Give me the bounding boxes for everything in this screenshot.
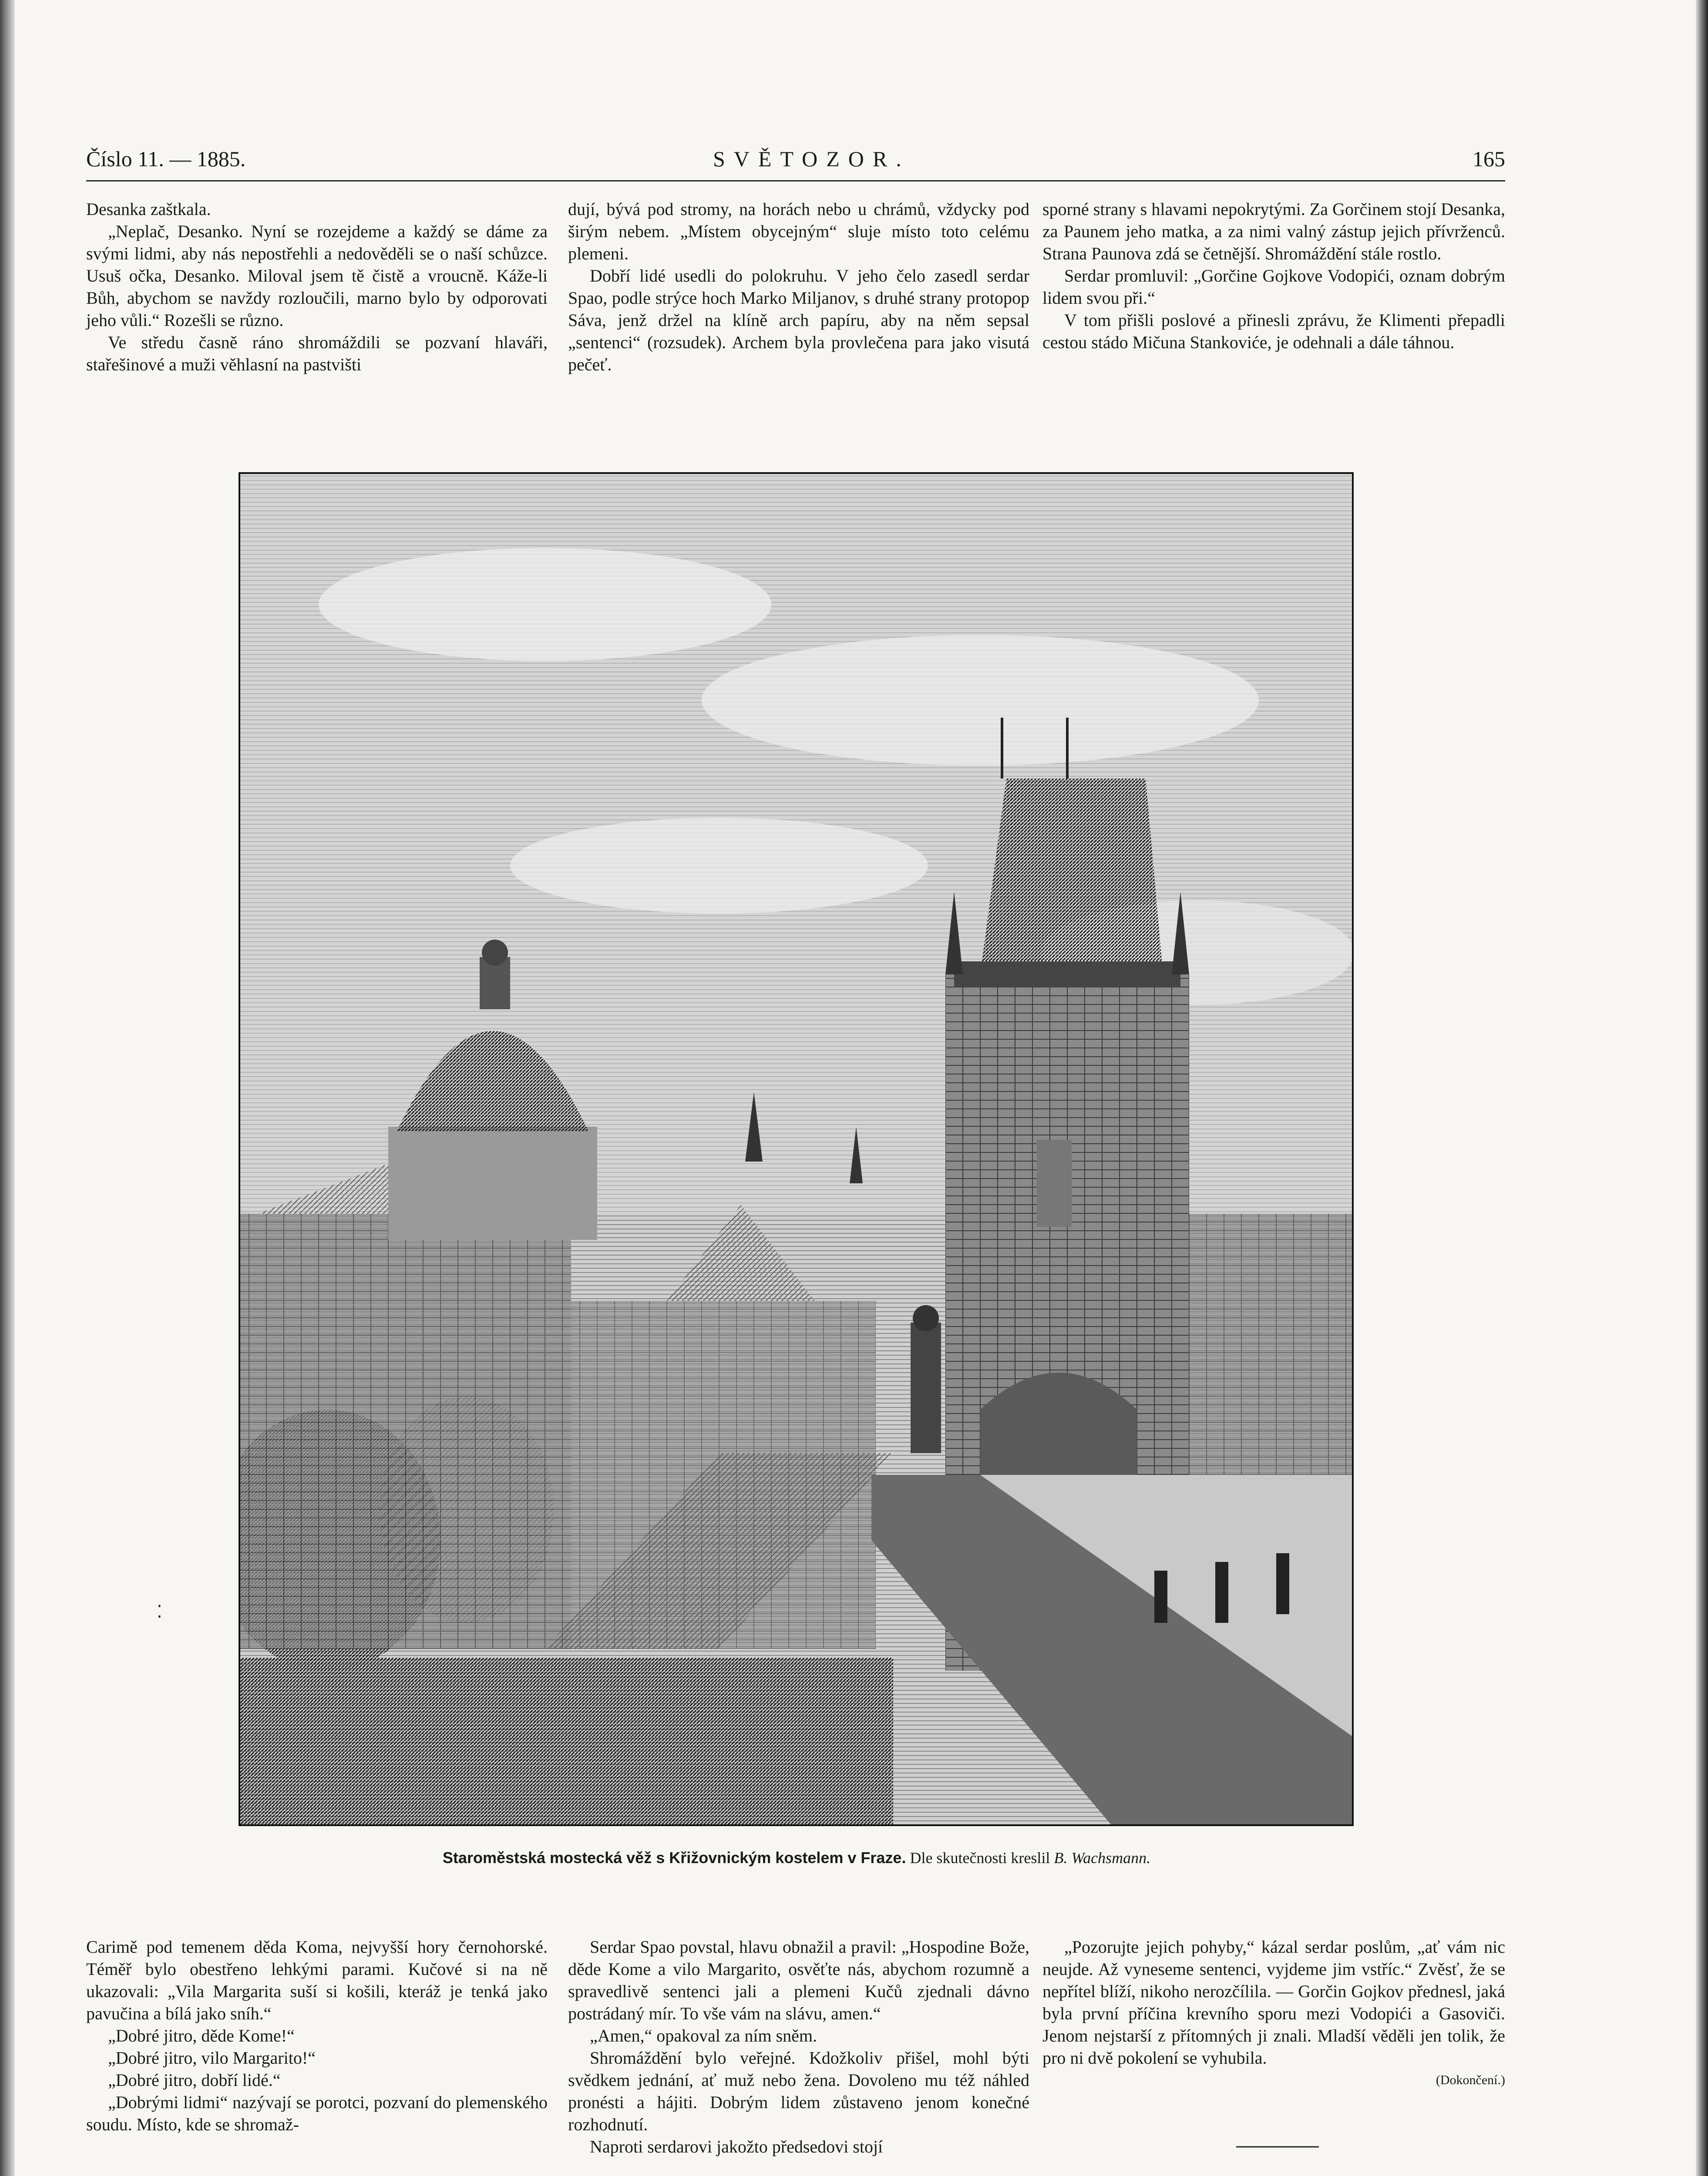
paragraph: sporné strany s hlavami nepokrytými. Za Gorčinem stojí Desanka, za Paunem jeho matka, a za nimi valný zástup jejich přívrženců. Strana Paunova zdá se četnější. Shromáždění stále rostlo.	[1042, 199, 1505, 263]
page-edge-shadow	[1696, 0, 1708, 2176]
caption-title: Staroměstská mostecká věž s Křižovnickým kostelem v Fraze.	[442, 1849, 906, 1867]
illustration-caption	[165, 1849, 1428, 1867]
caption-credit: Dle skutečnosti kreslil	[910, 1849, 1050, 1867]
paragraph: Naproti serdarovi jakožto předsedovi stojí	[590, 2137, 883, 2156]
bridge-tower-engraving	[240, 474, 1352, 1824]
paragraph: Shromáždění bylo veřejné. Kdožkoliv přišel, mohl býti svědkem jednání, ať muž nebo žena. Dovoleno mu též náhled pronésti a hájiti. Dobrým lidem zůstaveno jenom konečné rozhodnutí.	[568, 2048, 1029, 2134]
paragraph: V tom přišli poslové a přinesli zprávu, že Klimenti přepadli cestou stádo Mičuna Stankoviće, je odehnali a dále táhnou.	[1042, 310, 1505, 352]
paragraph: „Pozorujte jejich pohyby,“ kázal serdar poslům, „ať vám nic neujde. Až vyneseme sentenci, vyjdeme jim vstříc.“ Zvěsť, že se nepřítel blíží, nikoho nerozčílila. — Gorčin Gojkov přednesl, jaká byla první příčina krevního sporu mezi Vodopići a Gasoviči. Jenom nejstarší z přítomných ji znali. Mladší věděli jen tolik, že pro ni dvě pokolení se vyhubila.	[1042, 1937, 1505, 2068]
to-be-continued-note: (Dokončení.)	[1436, 2073, 1505, 2087]
page-number: 165	[1473, 147, 1505, 171]
paragraph: „Dobrými lidmi“ nazývají se porotci, pozvaní do plemenského soudu. Místo, kde se shromaž-	[86, 2092, 548, 2134]
paragraph: „Dobré jitro, děde Kome!“	[108, 2026, 295, 2045]
paragraph: Carimě pod temenem děda Koma, nejvyšší hory černohorské. Téměř bylo obestřeno lehkými parami. Kučové si na ně ukazovali: „Vila Margarita suší si košili, kteráž je tenká jako pavučina a bílá jako sníh.“	[86, 1937, 548, 2023]
bottom-column-3	[1042, 1936, 1505, 2091]
bottom-column-1	[86, 1936, 548, 2136]
paragraph: Serdar Spao povstal, hlavu obnažil a pravil: „Hospodine Bože, děde Kome a vilo Margarito, osvěťte nás, abychom rozumně a spravedlivě sentenci jali a plemeni Kučů zjednali dávno postrádaný mír. To vše vám na slávu, amen.“	[568, 1937, 1029, 2023]
paragraph: dují, bývá pod stromy, na horách nebo u chrámů, vždycky pod širým nebem. „Místem obycejným“ sluje místo toto celému plemeni.	[568, 199, 1029, 263]
caption-artist: B. Wachsmann.	[1054, 1849, 1151, 1867]
end-ornament	[1236, 2146, 1319, 2148]
running-head	[86, 146, 1505, 177]
magazine-title: SVĚTOZOR.	[713, 147, 910, 171]
paragraph: „Neplač, Desanko. Nyní se rozejdeme a každý se dáme za svými lidmi, aby nás nepostřehli a nedověděli se o naší schůzce. Usuš očka, Desanko. Miloval jsem tě čistě a vroucně. Káže-li Bůh, abychom se navždy rozloučili, marno bylo by odporovati jeho vůli.“ Rozešli se různo.	[86, 222, 548, 330]
paragraph: „Dobré jitro, vilo Margarito!“	[108, 2048, 316, 2068]
paragraph: Serdar promluvil: „Gorčine Gojkove Vodopići, oznam dobrým lidem svou při.“	[1042, 266, 1505, 308]
paragraph: Desanka zaštkala.	[86, 199, 211, 219]
top-column-1	[86, 198, 548, 376]
print-speck: ⁚	[157, 1602, 162, 1622]
bottom-column-2	[568, 1936, 1029, 2158]
book-spine-shadow	[0, 0, 15, 2176]
engraving-illustration	[239, 472, 1354, 1826]
paragraph: „Dobré jitro, dobří lidé.“	[108, 2070, 281, 2090]
top-column-2	[568, 198, 1029, 376]
paragraph: Dobří lidé usedli do polokruhu. V jeho čelo zasedl serdar Spao, podle strýce hoch Marko Miljanov, s druhé strany protopop Sáva, jenž držel na klíně arch papíru, aby na něm sepsal „sentenci“ (rozsudek). Archem byla provlečena para jako visutá pečeť.	[568, 266, 1029, 374]
issue-number: Číslo 11. — 1885.	[86, 147, 246, 171]
header-rule	[86, 180, 1505, 181]
paragraph: „Amen,“ opakoval za ním sněm.	[590, 2026, 817, 2045]
paragraph: Ve středu časně ráno shromáždili se pozvaní hlaváři, stařešinové a muži věhlasní na pastvišti	[86, 332, 548, 374]
top-column-3	[1042, 198, 1505, 353]
